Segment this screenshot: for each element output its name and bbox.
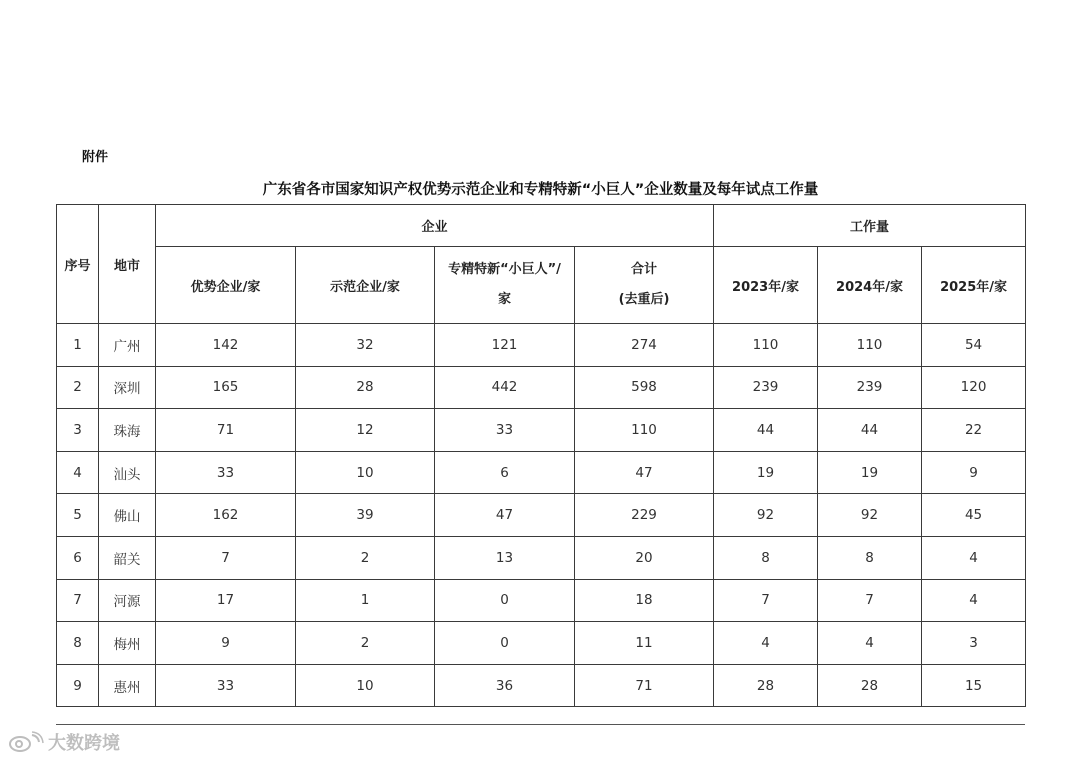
cell-little-giant: 33 (435, 409, 575, 452)
cell-2025: 4 (922, 579, 1026, 622)
header-total-line1: 合计 (631, 262, 658, 277)
cell-2024: 44 (818, 409, 922, 452)
cell-advantage: 17 (156, 579, 296, 622)
cell-demo: 2 (296, 622, 435, 665)
watermark-text: 大数跨境 (48, 733, 120, 754)
cell-2024: 19 (818, 451, 922, 494)
cell-2025: 9 (922, 451, 1026, 494)
watermark (8, 729, 120, 755)
header-total (575, 247, 714, 324)
header-enterprise-group: 企业 (156, 205, 714, 247)
cell-total: 598 (575, 366, 714, 409)
cell-little-giant: 6 (435, 451, 575, 494)
cell-2023: 28 (714, 664, 818, 707)
table-row (57, 579, 1026, 622)
cell-advantage: 142 (156, 324, 296, 367)
cell-little-giant: 121 (435, 324, 575, 367)
cell-seq: 9 (57, 664, 99, 707)
cell-demo: 32 (296, 324, 435, 367)
cell-city: 梅州 (99, 622, 156, 665)
cell-little-giant: 13 (435, 536, 575, 579)
cell-demo: 10 (296, 664, 435, 707)
cell-advantage: 162 (156, 494, 296, 537)
cell-advantage: 165 (156, 366, 296, 409)
header-little-giant-line1: 专精特新“小巨人”/ (448, 262, 561, 277)
cell-demo: 12 (296, 409, 435, 452)
cell-2024: 239 (818, 366, 922, 409)
cell-advantage: 71 (156, 409, 296, 452)
header-seq: 序号 (57, 205, 99, 324)
cell-city: 深圳 (99, 366, 156, 409)
cell-city: 河源 (99, 579, 156, 622)
cell-2024: 7 (818, 579, 922, 622)
cell-2025: 120 (922, 366, 1026, 409)
cell-total: 274 (575, 324, 714, 367)
cell-advantage: 7 (156, 536, 296, 579)
cell-advantage: 33 (156, 664, 296, 707)
header-workload-group: 工作量 (714, 205, 1026, 247)
cell-2023: 92 (714, 494, 818, 537)
cell-2023: 44 (714, 409, 818, 452)
header-little-giant-line2: 家 (497, 292, 511, 307)
cell-2025: 45 (922, 494, 1026, 537)
cell-2023: 8 (714, 536, 818, 579)
table-row (57, 366, 1026, 409)
table-row (57, 494, 1026, 537)
cell-seq: 7 (57, 579, 99, 622)
table-row (57, 536, 1026, 579)
table-row (57, 622, 1026, 665)
cell-2023: 239 (714, 366, 818, 409)
table-row (57, 409, 1026, 452)
header-demo: 示范企业/家 (296, 247, 435, 324)
cell-2023: 19 (714, 451, 818, 494)
header-2025: 2025年/家 (922, 247, 1026, 324)
cell-seq: 2 (57, 366, 99, 409)
weibo-logo-icon (8, 731, 44, 753)
cell-little-giant: 36 (435, 664, 575, 707)
cell-seq: 5 (57, 494, 99, 537)
data-table (56, 204, 1026, 707)
cell-city: 韶关 (99, 536, 156, 579)
cell-city: 广州 (99, 324, 156, 367)
cell-total: 20 (575, 536, 714, 579)
cell-advantage: 33 (156, 451, 296, 494)
cell-2024: 28 (818, 664, 922, 707)
cell-advantage: 9 (156, 622, 296, 665)
table-row (57, 664, 1026, 707)
cell-little-giant: 0 (435, 622, 575, 665)
header-2024: 2024年/家 (818, 247, 922, 324)
cell-seq: 8 (57, 622, 99, 665)
cell-2025: 22 (922, 409, 1026, 452)
cell-city: 惠州 (99, 664, 156, 707)
header-advantage: 优势企业/家 (156, 247, 296, 324)
cell-total: 47 (575, 451, 714, 494)
header-2023: 2023年/家 (714, 247, 818, 324)
cell-total: 110 (575, 409, 714, 452)
cell-2023: 110 (714, 324, 818, 367)
cell-little-giant: 47 (435, 494, 575, 537)
footer-divider (56, 724, 1025, 725)
cell-total: 18 (575, 579, 714, 622)
cell-total: 11 (575, 622, 714, 665)
cell-seq: 4 (57, 451, 99, 494)
table-title: 广东省各市国家知识产权优势示范企业和专精特新“小巨人”企业数量及每年试点工作量 (262, 182, 819, 198)
header-total-line2: (去重后) (618, 292, 670, 307)
cell-2023: 7 (714, 579, 818, 622)
cell-seq: 3 (57, 409, 99, 452)
cell-demo: 2 (296, 536, 435, 579)
cell-2025: 4 (922, 536, 1026, 579)
cell-total: 71 (575, 664, 714, 707)
attachment-label: 附件 (82, 150, 109, 165)
cell-demo: 1 (296, 579, 435, 622)
cell-demo: 39 (296, 494, 435, 537)
header-little-giant (435, 247, 575, 324)
cell-demo: 10 (296, 451, 435, 494)
cell-seq: 6 (57, 536, 99, 579)
cell-city: 佛山 (99, 494, 156, 537)
cell-city: 汕头 (99, 451, 156, 494)
cell-2025: 3 (922, 622, 1026, 665)
cell-little-giant: 0 (435, 579, 575, 622)
table-row (57, 324, 1026, 367)
cell-2024: 110 (818, 324, 922, 367)
cell-2024: 92 (818, 494, 922, 537)
header-city: 地市 (99, 205, 156, 324)
cell-2023: 4 (714, 622, 818, 665)
cell-2024: 8 (818, 536, 922, 579)
cell-demo: 28 (296, 366, 435, 409)
cell-little-giant: 442 (435, 366, 575, 409)
cell-total: 229 (575, 494, 714, 537)
cell-2025: 54 (922, 324, 1026, 367)
cell-city: 珠海 (99, 409, 156, 452)
cell-2024: 4 (818, 622, 922, 665)
cell-seq: 1 (57, 324, 99, 367)
table-row (57, 451, 1026, 494)
cell-2025: 15 (922, 664, 1026, 707)
